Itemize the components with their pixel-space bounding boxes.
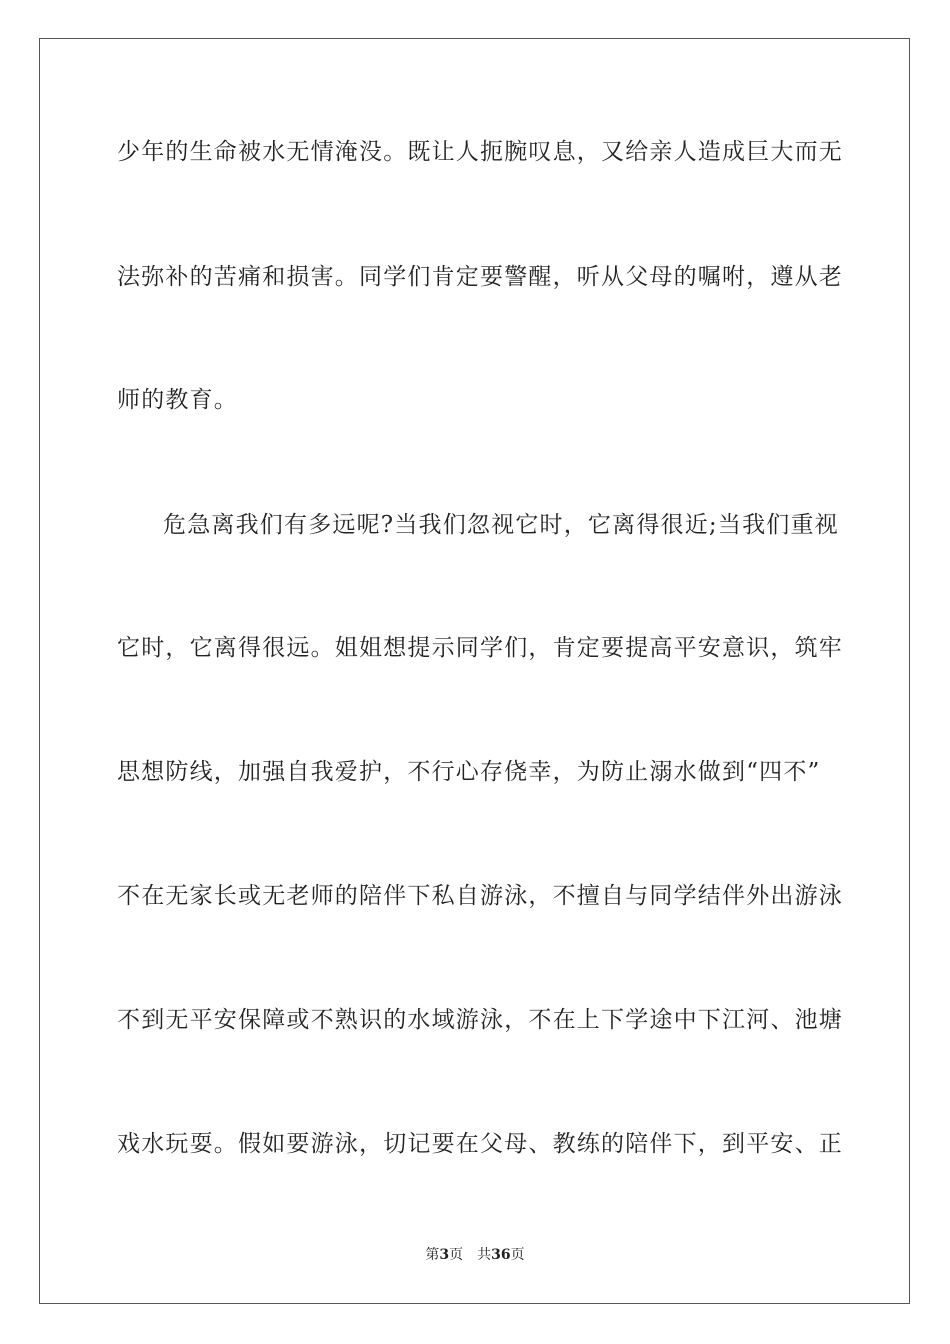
- total-pages: 36: [491, 1247, 511, 1263]
- total-suffix: 页: [510, 1247, 525, 1263]
- total-prefix: 共: [477, 1247, 492, 1263]
- body-text-line-8: 不到无平安保障或不熟识的水域游泳，不在上下学途中下江河、池塘: [117, 1007, 843, 1033]
- body-text-line-4-paragraph-start: 危急离我们有多远呢?当我们忽视它时，它离得很近;当我们重视: [163, 512, 839, 538]
- body-text-line-9: 戏水玩耍。假如要游泳，切记要在父母、教练的陪伴下，到平安、正: [117, 1131, 843, 1157]
- page-footer: [0, 1246, 950, 1264]
- page-number: 3: [439, 1247, 450, 1263]
- body-text-line-3: 师的教育。: [117, 387, 238, 413]
- body-text-line-6: 思想防线，加强自我爱护，不行心存侥幸，为防止溺水做到“四不”: [117, 759, 821, 785]
- body-text-line-2: 法弥补的苦痛和损害。同学们肯定要警醒，听从父母的嘱咐，遵从老: [117, 264, 843, 290]
- page-prefix: 第: [425, 1247, 440, 1263]
- page-border: [39, 38, 910, 1304]
- body-text-line-1: 少年的生命被水无情淹没。既让人扼腕叹息，又给亲人造成巨大而无: [117, 139, 843, 165]
- body-text-line-7: 不在无家长或无老师的陪伴下私自游泳，不擅自与同学结伴外出游泳: [117, 883, 843, 909]
- body-text-line-5: 它时，它离得很远。姐姐想提示同学们，肯定要提高平安意识，筑牢: [117, 635, 843, 661]
- page-suffix: 页: [449, 1247, 464, 1263]
